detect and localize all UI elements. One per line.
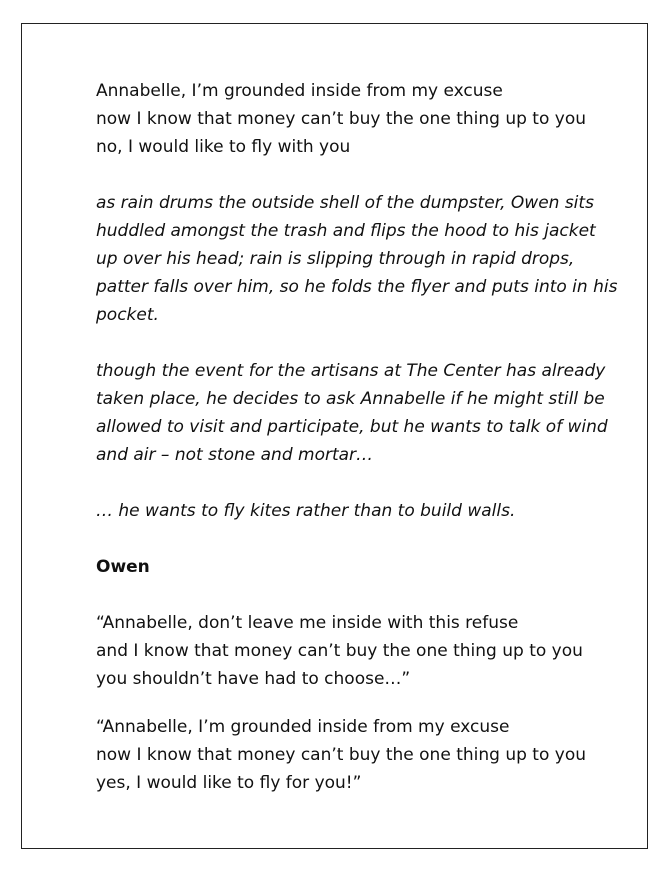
stanza-line: you shouldn’t have had to choose…” (96, 669, 411, 689)
document-page (21, 23, 648, 849)
narration-line: up over his head; rain is slipping through in rapid drops, (96, 249, 575, 269)
stanza-line: “Annabelle, I’m grounded inside from my excuse (96, 717, 510, 737)
narration-line: as rain drums the outside shell of the dumpster, Owen sits (96, 193, 594, 213)
narration-line: allowed to visit and participate, but he wants to talk of wind (96, 417, 608, 437)
stanza-line: “Annabelle, don’t leave me inside with this refuse (96, 613, 519, 633)
stanza-1 (96, 77, 596, 161)
narration-paragraph-1 (96, 189, 618, 329)
stanza-line: now I know that money can’t buy the one thing up to you (96, 109, 587, 129)
stanza-line: Annabelle, I’m grounded inside from my excuse (96, 81, 503, 101)
document-body (96, 77, 618, 797)
stanza-line: yes, I would like to fly for you!” (96, 773, 362, 793)
narration-line: huddled amongst the trash and flips the hood to his jacket (96, 221, 596, 241)
stanza-3 (96, 713, 596, 797)
narration-paragraph-2 (96, 357, 608, 469)
speaker-heading: Owen (96, 557, 150, 577)
stanza-line: now I know that money can’t buy the one thing up to you (96, 745, 587, 765)
stanza-line: and I know that money can’t buy the one thing up to you (96, 641, 583, 661)
narration-line: taken place, he decides to ask Annabelle if he might still be (96, 389, 605, 409)
narration-line: and air – not stone and mortar… (96, 445, 374, 465)
stanza-line: no, I would like to fly with you (96, 137, 351, 157)
narration-line: pocket. (96, 305, 159, 325)
stanza-2 (96, 609, 596, 693)
narration-paragraph-3 (96, 497, 596, 525)
narration-line: … he wants to fly kites rather than to build walls. (96, 501, 516, 521)
narration-line: patter falls over him, so he folds the flyer and puts into in his (96, 277, 618, 297)
narration-line: though the event for the artisans at The Center has already (96, 361, 606, 381)
